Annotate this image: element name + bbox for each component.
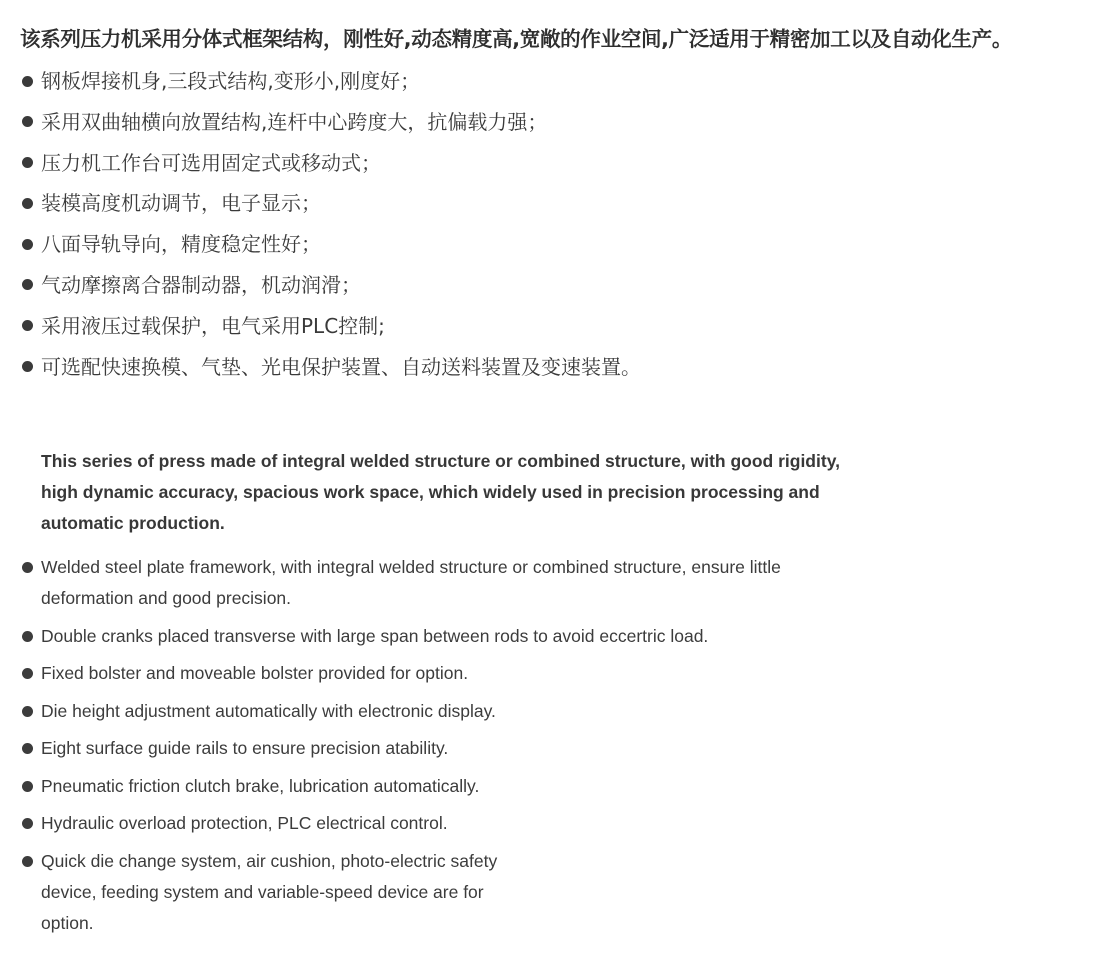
list-item-text: 采用双曲轴横向放置结构,连杆中心跨度大，抗偏载力强；	[41, 109, 548, 134]
bullet-icon	[22, 361, 33, 372]
list-item-text: Welded steel plate framework, with integral welded structure or combined structure, ensure little deformation and good precision.	[41, 557, 781, 608]
list-item-text: 气动摩擦离合器制动器，机动润滑；	[41, 272, 361, 297]
list-item	[20, 658, 850, 689]
list-item-text: 采用液压过载保护，电气采用PLC控制;	[41, 313, 385, 338]
list-item-text: 压力机工作台可选用固定式或移动式；	[41, 150, 381, 175]
list-item-text: 可选配快速换模、气垫、光电保护装置、自动送料装置及变速装置。	[41, 354, 641, 379]
bullet-icon	[22, 157, 33, 168]
list-item	[20, 148, 641, 189]
list-item-text: Die height adjustment automatically with electronic display.	[41, 700, 496, 721]
chinese-feature-list	[20, 66, 641, 392]
bullet-icon	[22, 320, 33, 331]
list-item-text: Pneumatic friction clutch brake, lubrication automatically.	[41, 775, 480, 796]
list-item-text: Hydraulic overload protection, PLC electrical control.	[41, 813, 448, 833]
list-item	[20, 352, 641, 393]
bullet-icon	[22, 631, 33, 642]
bullet-icon	[22, 562, 33, 573]
bullet-icon	[22, 856, 33, 867]
list-item	[20, 66, 641, 107]
bullet-icon	[22, 198, 33, 209]
list-item	[20, 188, 641, 229]
list-item	[20, 270, 641, 311]
list-item-text: 八面导轨导向，精度稳定性好；	[41, 232, 321, 257]
bullet-icon	[22, 781, 33, 792]
bullet-icon	[22, 116, 33, 127]
list-item	[20, 808, 850, 839]
list-item	[20, 552, 850, 614]
bullet-icon	[22, 76, 33, 87]
list-item	[20, 621, 850, 652]
list-item	[20, 107, 641, 148]
list-item-text: Eight surface guide rails to ensure precision atability.	[41, 738, 449, 758]
list-item-text: Double cranks placed transverse with large span between rods to avoid eccertric load.	[41, 625, 709, 646]
bullet-icon	[22, 279, 33, 290]
bullet-icon	[22, 239, 33, 250]
list-item	[20, 846, 850, 939]
list-item-text: Fixed bolster and moveable bolster provided for option.	[41, 663, 469, 683]
list-item	[20, 311, 641, 352]
english-feature-list	[20, 552, 850, 945]
list-item	[20, 696, 850, 727]
list-item-text: Quick die change system, air cushion, photo-electric safety device, feeding system and variable-speed device are for option.	[41, 850, 498, 933]
english-intro: This series of press made of integral welded structure or combined structure, with good rigidity, high dynamic accuracy, spacious work space, which widely used in precision processing and automatic production.	[41, 451, 840, 533]
bullet-icon	[22, 668, 33, 679]
list-item	[20, 771, 850, 802]
list-item-text: 钢板焊接机身,三段式结构,变形小,刚度好；	[41, 69, 421, 93]
bullet-icon	[22, 743, 33, 754]
bullet-icon	[22, 818, 33, 829]
list-item	[20, 229, 641, 270]
bullet-icon	[22, 706, 33, 717]
chinese-title: 该系列压力机采用分体式框架结构，刚性好,动态精度高,宽敞的作业空间,广泛适用于精密加工以及自动化生产。	[20, 27, 1013, 51]
list-item	[20, 733, 850, 764]
list-item-text: 装模高度机动调节，电子显示；	[41, 191, 321, 216]
